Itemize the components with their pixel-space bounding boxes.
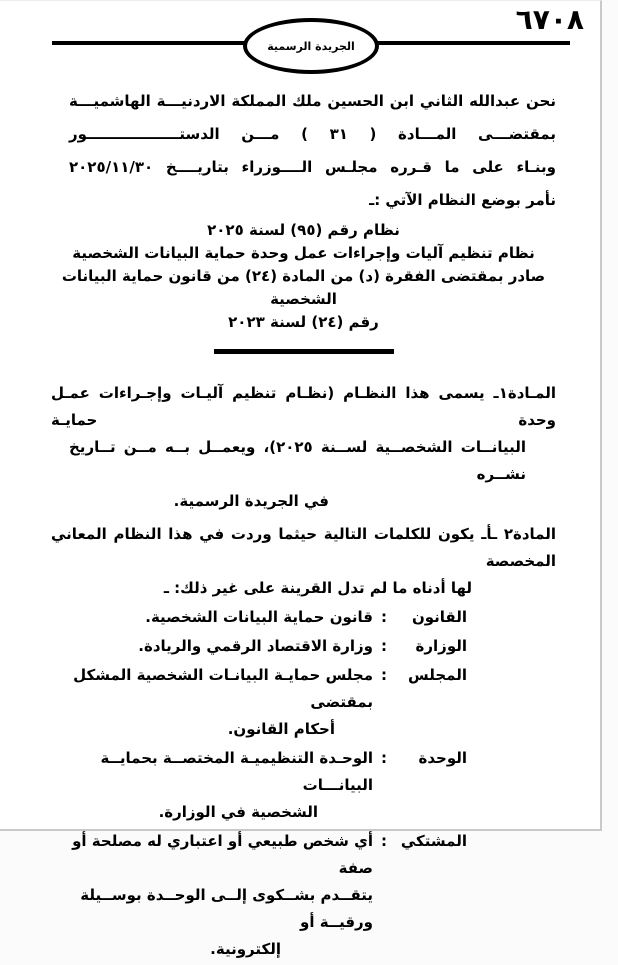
definition-line: قانون حماية البيانات الشخصية. xyxy=(145,608,373,626)
definition-colon: : xyxy=(381,832,387,850)
article-1-line-2: البيانــات الشخصــية لســنة ٢٠٢٥)، ويعمــل بــه مــن تــاريخ نشــره xyxy=(69,438,526,483)
definition-term: المشتكي xyxy=(400,832,467,850)
article-1-line-3: في الجريدة الرسمية. xyxy=(173,492,329,510)
definition-line: وزارة الاقتصاد الرقمي والريادة. xyxy=(138,637,373,655)
regulation-basis-line: صادر بمقتضى الفقرة (د) من المادة (٢٤) من قانون حماية البيانات الشخصية xyxy=(61,267,546,308)
page-content xyxy=(51,85,556,965)
definition-row-council xyxy=(51,662,467,743)
definition-row-law xyxy=(51,604,467,631)
article-1-line-1: المـادة١ـ يسمى هذا النظـام (نظـام تنظيم آليـات وإجـراءات عمـل وحدة حمايـة xyxy=(51,384,556,429)
definition-text xyxy=(51,604,373,631)
regulation-title-block xyxy=(51,219,556,334)
article-2-line-1: المادة٢ ـأـ يكون للكلمات التالية حيثما وردت في هذا النظام المعاني المخصصة xyxy=(51,525,556,570)
definition-term: الوزارة xyxy=(415,637,467,655)
article-1 xyxy=(51,380,556,515)
preamble-line-1: نحن عبدالله الثاني ابن الحسين ملك المملكة الاردنيـــة الهاشميـــة xyxy=(69,92,556,110)
definition-line: أي شخص طبيعي أو اعتباري له مصلحة أو صفة xyxy=(72,832,373,877)
definition-line: أحكام القانون. xyxy=(227,720,335,738)
preamble-line-4: نأمر بوضع النظام الآتي :ـ xyxy=(369,191,556,209)
definition-colon: : xyxy=(381,637,387,655)
definition-colon: : xyxy=(381,666,387,684)
royal-preamble xyxy=(51,85,556,217)
regulation-number-line: نظام رقم (٩٥) لسنة ٢٠٢٥ xyxy=(207,221,400,239)
regulation-name-line: نظام تنظيم آليات وإجراءات عمل وحدة حماية البيانات الشخصية xyxy=(72,244,535,262)
definition-colon: : xyxy=(381,749,387,767)
definition-row-unit xyxy=(51,745,467,826)
definition-term: القانون xyxy=(411,608,467,626)
preamble-line-3: وبنـاء على ما قـرره مجلـس الــــوزراء بتاريــــخ ٢٠٢٥/١١/٣٠ xyxy=(69,158,556,176)
gazette-seal-oval xyxy=(243,18,379,74)
definition-term: المجلس xyxy=(408,666,467,684)
definition-line: الشخصية في الوزارة. xyxy=(158,803,318,821)
gazette-seal-text: الجريدة الرسمية xyxy=(267,39,355,53)
page-number: ٦٧٠٨ xyxy=(515,3,584,36)
article-2 xyxy=(51,521,556,602)
definition-line: يتقــدم بشــكوى إلــى الوحــدة بوســيلة ورقيــة أو xyxy=(80,886,373,931)
title-divider-rule xyxy=(214,349,394,354)
definition-colon: : xyxy=(381,608,387,626)
definition-row-complainant xyxy=(51,828,467,963)
definition-line: إلكترونية. xyxy=(210,940,281,958)
definition-text xyxy=(51,662,373,743)
regulation-law-number-line: رقم (٢٤) لسنة ٢٠٢٣ xyxy=(228,313,379,331)
definition-text xyxy=(51,745,373,826)
article-2-line-2: لها أدناه ما لم تدل القرينة على غير ذلك: ـ xyxy=(163,579,472,597)
definition-text xyxy=(51,633,373,660)
definitions-list xyxy=(51,604,467,963)
preamble-line-2: بمقتضـــى المـــادة ( ٣١ ) مـــن الدستــــــــــــــــــور xyxy=(69,125,556,143)
definition-row-ministry xyxy=(51,633,467,660)
definition-line: الوحـدة التنظيميـة المختصــة بحمايــة البيانـــات xyxy=(100,749,373,794)
definition-text xyxy=(51,828,373,963)
definition-line: مجلس حمايـة البيانـات الشخصية المشكل بمقتضى xyxy=(73,666,373,711)
definition-term: الوحدة xyxy=(418,749,467,767)
